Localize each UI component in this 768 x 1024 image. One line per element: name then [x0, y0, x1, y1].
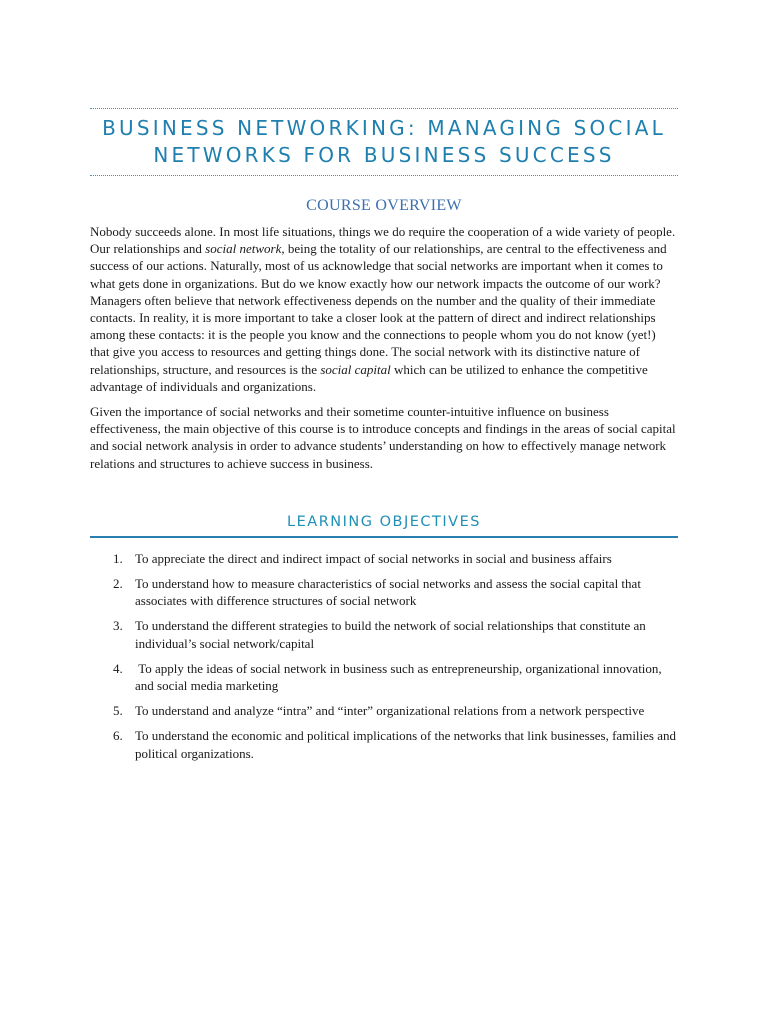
objective-number: 3. [113, 618, 123, 634]
objective-number: 4. [113, 660, 123, 676]
document-title [90, 115, 678, 169]
overview-p1-text-a: Nobody succeeds alone. In most life situations, things we do require the cooperation of a wide variety of people. Our relationships and [90, 224, 676, 257]
objective-item [90, 727, 678, 761]
document-page [90, 0, 678, 770]
title-bottom-rule [90, 175, 678, 176]
overview-p1-emphasis-social-network: social network [205, 241, 282, 257]
objective-number: 2. [113, 576, 123, 592]
objective-text: To understand the different strategies to build the network of social relationships that constitute an individual’s social network/capital [135, 618, 646, 651]
objective-text: To understand the economic and political implications of the networks that link businesses, families and political organizations. [135, 728, 676, 761]
objective-number: 1. [113, 550, 123, 566]
objectives-rule [90, 536, 678, 538]
objective-item [90, 617, 678, 651]
objective-text: To apply the ideas of social network in business such as entrepreneurship, organizational innovation, and social media marketing [135, 660, 669, 694]
objective-item [90, 660, 678, 694]
objective-number: 6. [113, 728, 123, 744]
overview-p1-text-b: , being the totality of our relationships, are central to the effectiveness and success of our actions. Naturally, most of us acknowledge that social networks are important when it comes to what gets done in organizations. But do we know exactly how our network impacts the outcome of our work? Managers often believe that network effectiveness depends on the number and the quality of their immediate contacts. In reality, it is more important to take a closer look at the pattern of direct and indirect relationships among these contacts: it is the people you know and the connections to people whom you do not know (yet!) that give you access to resources and getting things done. The social network with its distinctive nature of relationships, structure, and resources is the [90, 241, 667, 377]
title-line-1: BUSINESS NETWORKING: MANAGING SOCIAL [102, 116, 666, 140]
overview-paragraph-1 [90, 223, 678, 395]
title-line-2: NETWORKS FOR BUSINESS SUCCESS [153, 143, 615, 167]
overview-p1-text-c: which can be utilized to enhance the competitive advantage of individuals and organizations. [90, 361, 648, 394]
objective-number: 5. [113, 703, 123, 719]
learning-objectives-heading: LEARNING OBJECTIVES [287, 513, 481, 530]
objective-item [90, 702, 678, 719]
objective-text: To appreciate the direct and indirect impact of social networks in social and business affairs [135, 550, 612, 566]
objective-text: To understand and analyze “intra” and “inter” organizational relations from a network perspective [135, 703, 645, 719]
title-top-rule [90, 108, 678, 109]
overview-p1-emphasis-social-capital: social capital [320, 361, 391, 377]
course-overview-heading: COURSE OVERVIEW [306, 197, 462, 214]
objective-text: To understand how to measure characteristics of social networks and assess the social capital that associates with difference structures of social network [135, 576, 641, 609]
objectives-list [90, 550, 678, 762]
objective-item [90, 575, 678, 609]
overview-paragraph-2: Given the importance of social networks and their sometime counter-intuitive influence on business effectiveness, the main objective of this course is to introduce concepts and findings in the areas of social capital and social network analysis in order to advance students’ understanding on how to effectively manage network relations and structures to achieve success in business. [90, 404, 676, 471]
objective-item [90, 550, 678, 567]
